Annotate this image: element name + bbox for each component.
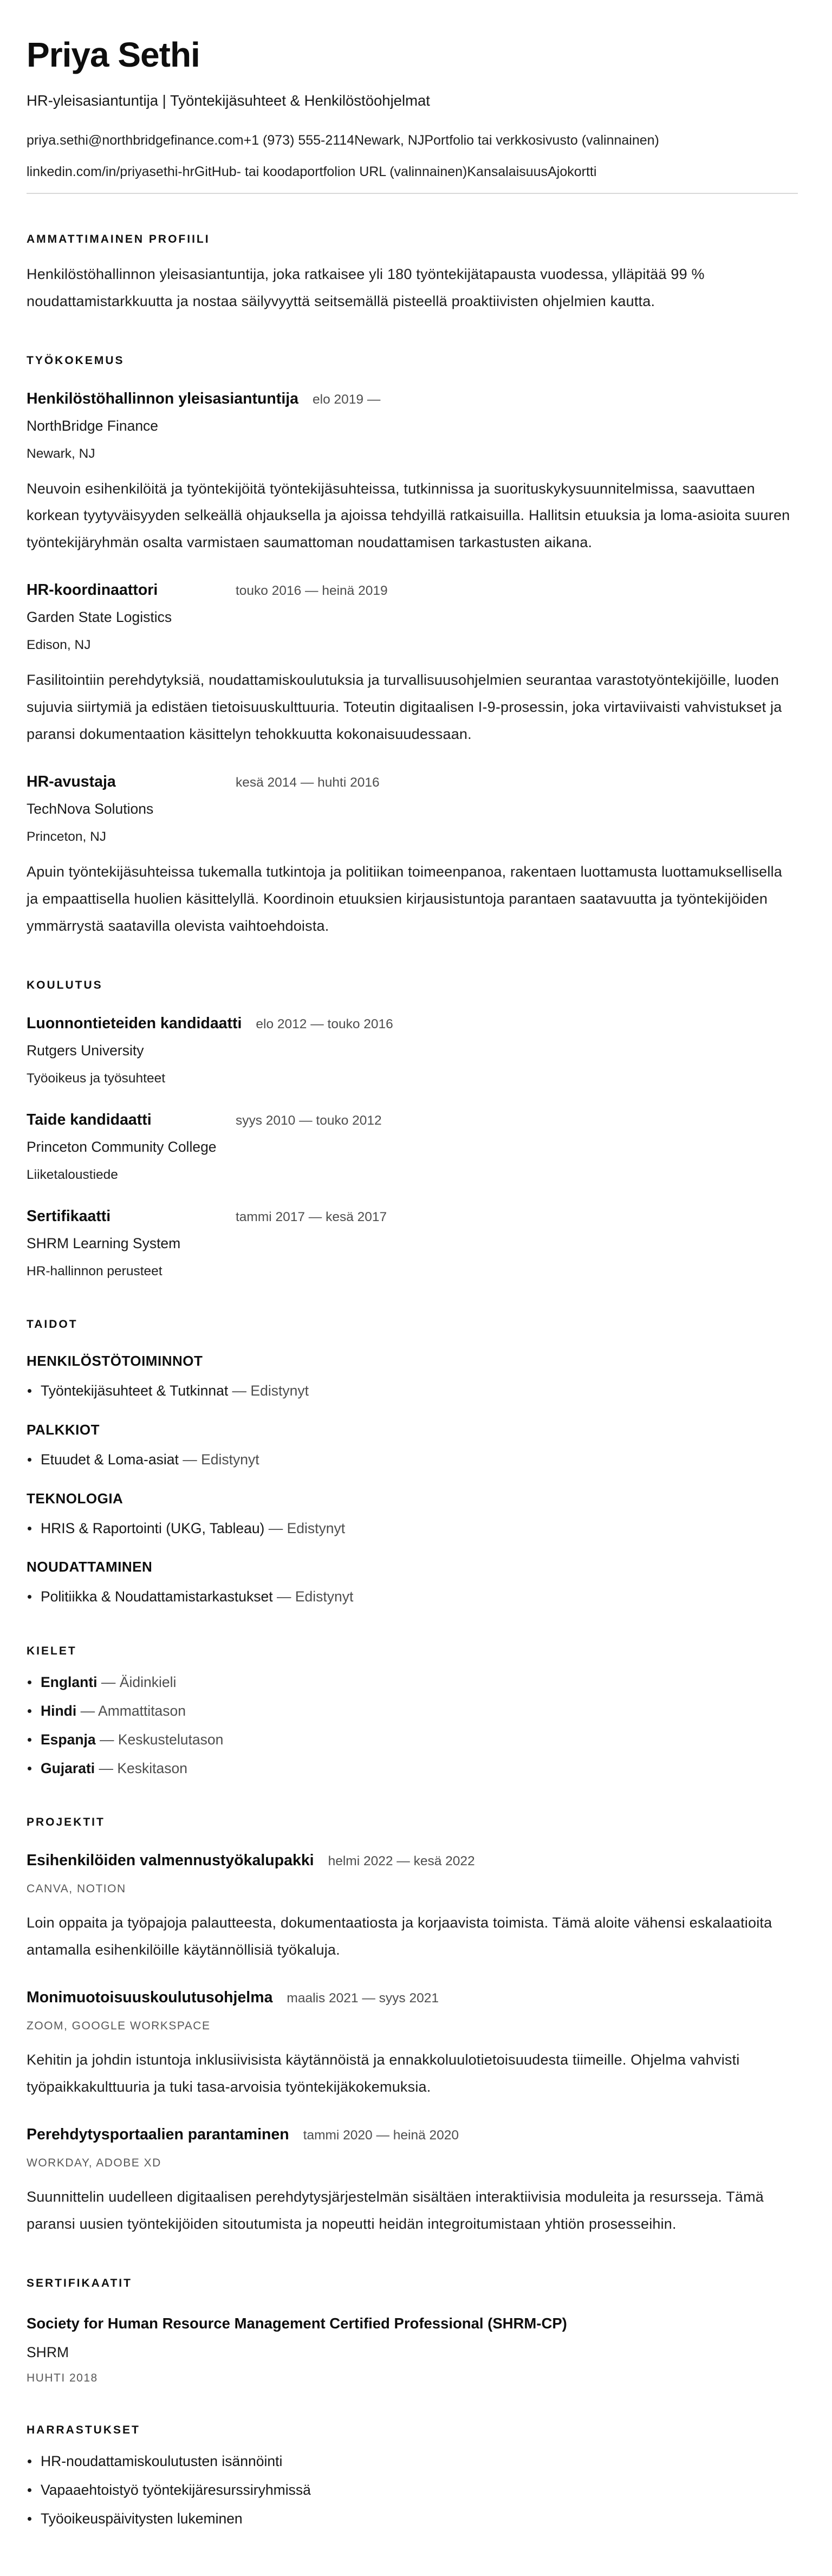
education-dates: elo 2012 — touko 2016 xyxy=(256,1016,393,1031)
language-level: Keskitason xyxy=(117,1760,188,1776)
contact-line-2 xyxy=(27,164,798,180)
contact-email: priya.sethi@northbridgefinance.com xyxy=(27,132,244,148)
skill-group-name: TEKNOLOGIA xyxy=(27,1490,123,1507)
project-description: Loin oppaita ja työpajoja palautteesta, dokumentaatiosta ja korjaavista toimista. Tämä aloite vähensi eskalaatioita antamalla esihenkilöille käytännöllisiä työkaluja. xyxy=(27,1915,772,1958)
skills-heading: TAIDOT xyxy=(27,1318,78,1331)
skill-group xyxy=(27,1559,798,1606)
project-entry xyxy=(27,2126,798,2238)
language-list xyxy=(27,1674,798,1777)
list-item xyxy=(27,1731,784,1749)
skill-list xyxy=(27,1383,798,1400)
dash-separator: — xyxy=(97,1674,120,1691)
language-name: Hindi xyxy=(41,1702,77,1719)
language-level: Ammattitason xyxy=(98,1702,186,1719)
job-company: Garden State Logistics xyxy=(27,609,172,626)
project-entry xyxy=(27,1989,798,2101)
contact-location: Newark, NJ xyxy=(354,132,425,148)
education-dates: syys 2010 — touko 2012 xyxy=(236,1113,382,1128)
certification-entry xyxy=(27,2315,798,2385)
education-dates: tammi 2017 — kesä 2017 xyxy=(236,1209,387,1224)
language-name: Gujarati xyxy=(41,1760,95,1776)
list-item: Vapaaehtoistyö työntekijäresurssiryhmissä xyxy=(27,2482,784,2499)
section-skills xyxy=(27,1318,798,1606)
education-title-row xyxy=(27,1111,798,1129)
project-tools: WORKDAY, ADOBE XD xyxy=(27,2157,161,2170)
skill-name: Työntekijäsuhteet & Tutkinnat xyxy=(41,1382,229,1399)
education-school: Rutgers University xyxy=(27,1042,144,1059)
contact-portfolio-placeholder: Portfolio tai verkkosivusto (valinnainen) xyxy=(424,132,659,148)
skill-group xyxy=(27,1490,798,1537)
contact-license-label: Ajokortti xyxy=(548,164,597,179)
project-title: Esihenkilöiden valmennustyökalupakki xyxy=(27,1852,314,1870)
dash-separator: — xyxy=(76,1702,99,1719)
skill-level: Edistynyt xyxy=(295,1588,354,1605)
list-item: Työoikeuspäivitysten lukeminen xyxy=(27,2510,784,2528)
education-heading: KOULUTUS xyxy=(27,978,103,991)
project-title-row xyxy=(27,1989,798,2007)
resume-headline: HR-yleisasiantuntija | Työntekijäsuhteet & Henkilöstöohjelmat xyxy=(27,92,430,109)
job-title-row xyxy=(27,390,798,408)
job-title: HR-koordinaattori xyxy=(27,581,158,599)
skill-name: HRIS & Raportointi (UKG, Tableau) xyxy=(41,1520,265,1536)
skill-level: Edistynyt xyxy=(250,1382,309,1399)
section-projects xyxy=(27,1816,798,2238)
certification-date: HUHTI 2018 xyxy=(27,2371,98,2384)
dash-separator: — xyxy=(95,1760,118,1776)
project-description: Suunnittelin uudelleen digitaalisen perehdytysjärjestelmän sisältäen interaktiivisia moduleita ja resursseja. Tämä paransi uusien työntekijöiden sitoutumista ja nopeutti heidän integroitumistaan yhtiön prosesseihin. xyxy=(27,2189,764,2233)
experience-heading: TYÖKOKEMUS xyxy=(27,354,125,367)
job-dates: elo 2019 — xyxy=(313,392,381,407)
job-dates: touko 2016 — heinä 2019 xyxy=(236,583,388,599)
project-tools: ZOOM, GOOGLE WORKSPACE xyxy=(27,2020,211,2033)
list-item xyxy=(27,1703,784,1720)
education-title-row xyxy=(27,1208,798,1225)
project-dates: maalis 2021 — syys 2021 xyxy=(287,1991,439,2006)
dash-separator: — xyxy=(272,1588,295,1605)
contact-line-1 xyxy=(27,132,798,148)
list-item xyxy=(27,1588,784,1606)
section-profile xyxy=(27,233,798,315)
job-title-row xyxy=(27,773,798,791)
skill-name: Politiikka & Noudattamistarkastukset xyxy=(41,1588,273,1605)
education-field: HR-hallinnon perusteet xyxy=(27,1263,162,1279)
section-languages xyxy=(27,1645,798,1777)
education-field: Liiketaloustiede xyxy=(27,1167,118,1182)
education-school: SHRM Learning System xyxy=(27,1235,181,1251)
certifications-heading: SERTIFIKAATIT xyxy=(27,2276,132,2289)
contact-block xyxy=(27,132,798,180)
job-company: TechNova Solutions xyxy=(27,801,154,817)
profile-summary: Henkilöstöhallinnon yleisasiantuntija, joka ratkaisee yli 180 työntekijätapausta vuodessa, ylläpitää 99 % noudattamistarkkuutta ja nostaa säilyvyyttä seitsemällä pisteellä proaktiivisten ohjelmien kautta. xyxy=(27,265,705,309)
languages-heading: KIELET xyxy=(27,1645,77,1658)
job-description: Neuvoin esihenkilöitä ja työntekijöitä työntekijäsuhteissa, tutkinnissa ja suorituskykysuunnitelmissa, saavuttaen korkean tyytyväisyyden selkeällä ohjauksella ja ajoissa tehdyillä ratkaisuilla. Hallitsin etuuksia ja loma-asioita suuren työntekijäryhmän osalta varmistaen saumattoman noudattamisen tarkastusten aikana. xyxy=(27,480,790,551)
job-location: Princeton, NJ xyxy=(27,829,107,845)
education-entry xyxy=(27,1208,798,1279)
contact-github-placeholder: GitHub- tai koodaportfolion URL (valinnainen) xyxy=(194,164,467,179)
job-description: Fasilitointiin perehdytyksiä, noudattamiskoulutuksia ja turvallisuusohjelmien seurantaa varastotyöntekijöille, luoden sujuvia siirtymiä ja edistäen tietoisuuskulttuuria. Toteutin digitaalisen I-9-prosessin, joka virtaviivaisti vahvistukset ja paransi dokumentaation käsittelyn tehokkuutta kokonaisuudessaan. xyxy=(27,672,782,743)
resume-name: Priya Sethi xyxy=(27,35,200,74)
skill-level: Edistynyt xyxy=(287,1520,346,1536)
hobbies-heading: HARRASTUKSET xyxy=(27,2423,140,2436)
job-title: HR-avustaja xyxy=(27,773,116,791)
skill-group xyxy=(27,1422,798,1469)
job-location: Edison, NJ xyxy=(27,638,91,653)
section-experience xyxy=(27,354,798,940)
skill-group xyxy=(27,1353,798,1400)
skill-group-name: HENKILÖSTÖTOIMINNOT xyxy=(27,1352,203,1369)
section-hobbies xyxy=(27,2424,798,2527)
skill-group-name: PALKKIOT xyxy=(27,1421,100,1438)
section-certifications xyxy=(27,2277,798,2385)
dash-separator: — xyxy=(178,1451,202,1468)
contact-linkedin: linkedin.com/in/priyasethi-hr xyxy=(27,164,194,179)
skill-level: Edistynyt xyxy=(201,1451,259,1468)
education-degree: Luonnontieteiden kandidaatti xyxy=(27,1014,242,1032)
certification-issuer: SHRM xyxy=(27,2344,69,2360)
skill-list xyxy=(27,1588,798,1606)
job-entry xyxy=(27,581,798,748)
list-item xyxy=(27,1520,784,1537)
certification-name: Society for Human Resource Management Certified Professional (SHRM-CP) xyxy=(27,2314,567,2332)
language-level: Äidinkieli xyxy=(119,1674,177,1691)
education-school: Princeton Community College xyxy=(27,1138,217,1155)
project-tools: CANVA, NOTION xyxy=(27,1883,126,1896)
header-divider xyxy=(27,193,798,194)
project-dates: tammi 2020 — heinä 2020 xyxy=(303,2128,459,2143)
project-title-row xyxy=(27,2126,798,2144)
job-dates: kesä 2014 — huhti 2016 xyxy=(236,775,380,790)
education-entry xyxy=(27,1111,798,1183)
list-item xyxy=(27,1383,784,1400)
dash-separator: — xyxy=(95,1731,118,1748)
job-title: Henkilöstöhallinnon yleisasiantuntija xyxy=(27,390,299,407)
project-description: Kehitin ja johdin istuntoja inklusiivisista käytännöistä ja ennakkoluulotietoisuudesta tiimeille. Ohjelma vahvisti työpaikkakulttuuria ja tuki tasa-arvoisia työntekijäkokemuksia. xyxy=(27,2052,740,2095)
skill-list xyxy=(27,1451,798,1469)
job-description: Apuin työntekijäsuhteissa tukemalla tutkintoja ja politiikan toimeenpanoa, rakentaen luottamusta luottamuksellisella ja empaattisella huolien käsittelyllä. Koordinoin etuuksien kirjausistuntoja parantaen saatavuutta ja työntekijöiden ymmärrystä saatavilla olevista vaihtoehdoista. xyxy=(27,864,782,935)
job-location: Newark, NJ xyxy=(27,446,95,461)
education-degree: Sertifikaatti xyxy=(27,1207,111,1225)
education-title-row xyxy=(27,1015,798,1033)
project-title-row xyxy=(27,1852,798,1870)
projects-heading: PROJEKTIT xyxy=(27,1816,105,1829)
language-name: Espanja xyxy=(41,1731,96,1748)
skill-group-name: NOUDATTAMINEN xyxy=(27,1559,153,1575)
hobby-list xyxy=(27,2453,798,2527)
education-degree: Taide kandidaatti xyxy=(27,1111,152,1128)
job-company: NorthBridge Finance xyxy=(27,417,159,434)
job-title-row xyxy=(27,581,798,599)
profile-heading: AMMATTIMAINEN PROFIILI xyxy=(27,232,210,245)
project-dates: helmi 2022 — kesä 2022 xyxy=(328,1854,475,1869)
project-title: Perehdytysportaalien parantaminen xyxy=(27,2126,289,2144)
project-title: Monimuotoisuuskoulutusohjelma xyxy=(27,1989,273,2007)
list-item xyxy=(27,1451,784,1469)
contact-phone: +1 (973) 555-2114 xyxy=(243,132,355,148)
section-education xyxy=(27,979,798,1279)
contact-citizenship-label: Kansalaisuus xyxy=(467,164,548,179)
job-entry xyxy=(27,390,798,557)
skill-list xyxy=(27,1520,798,1537)
skill-name: Etuudet & Loma-asiat xyxy=(41,1451,179,1468)
list-item xyxy=(27,1760,784,1777)
list-item xyxy=(27,1674,784,1691)
dash-separator: — xyxy=(228,1382,251,1399)
language-name: Englanti xyxy=(41,1674,98,1691)
job-entry xyxy=(27,773,798,940)
education-field: Työoikeus ja työsuhteet xyxy=(27,1070,166,1086)
list-item: HR-noudattamiskoulutusten isännöinti xyxy=(27,2453,784,2470)
language-level: Keskustelutason xyxy=(118,1731,224,1748)
education-entry xyxy=(27,1015,798,1086)
project-entry xyxy=(27,1852,798,1964)
dash-separator: — xyxy=(264,1520,287,1536)
